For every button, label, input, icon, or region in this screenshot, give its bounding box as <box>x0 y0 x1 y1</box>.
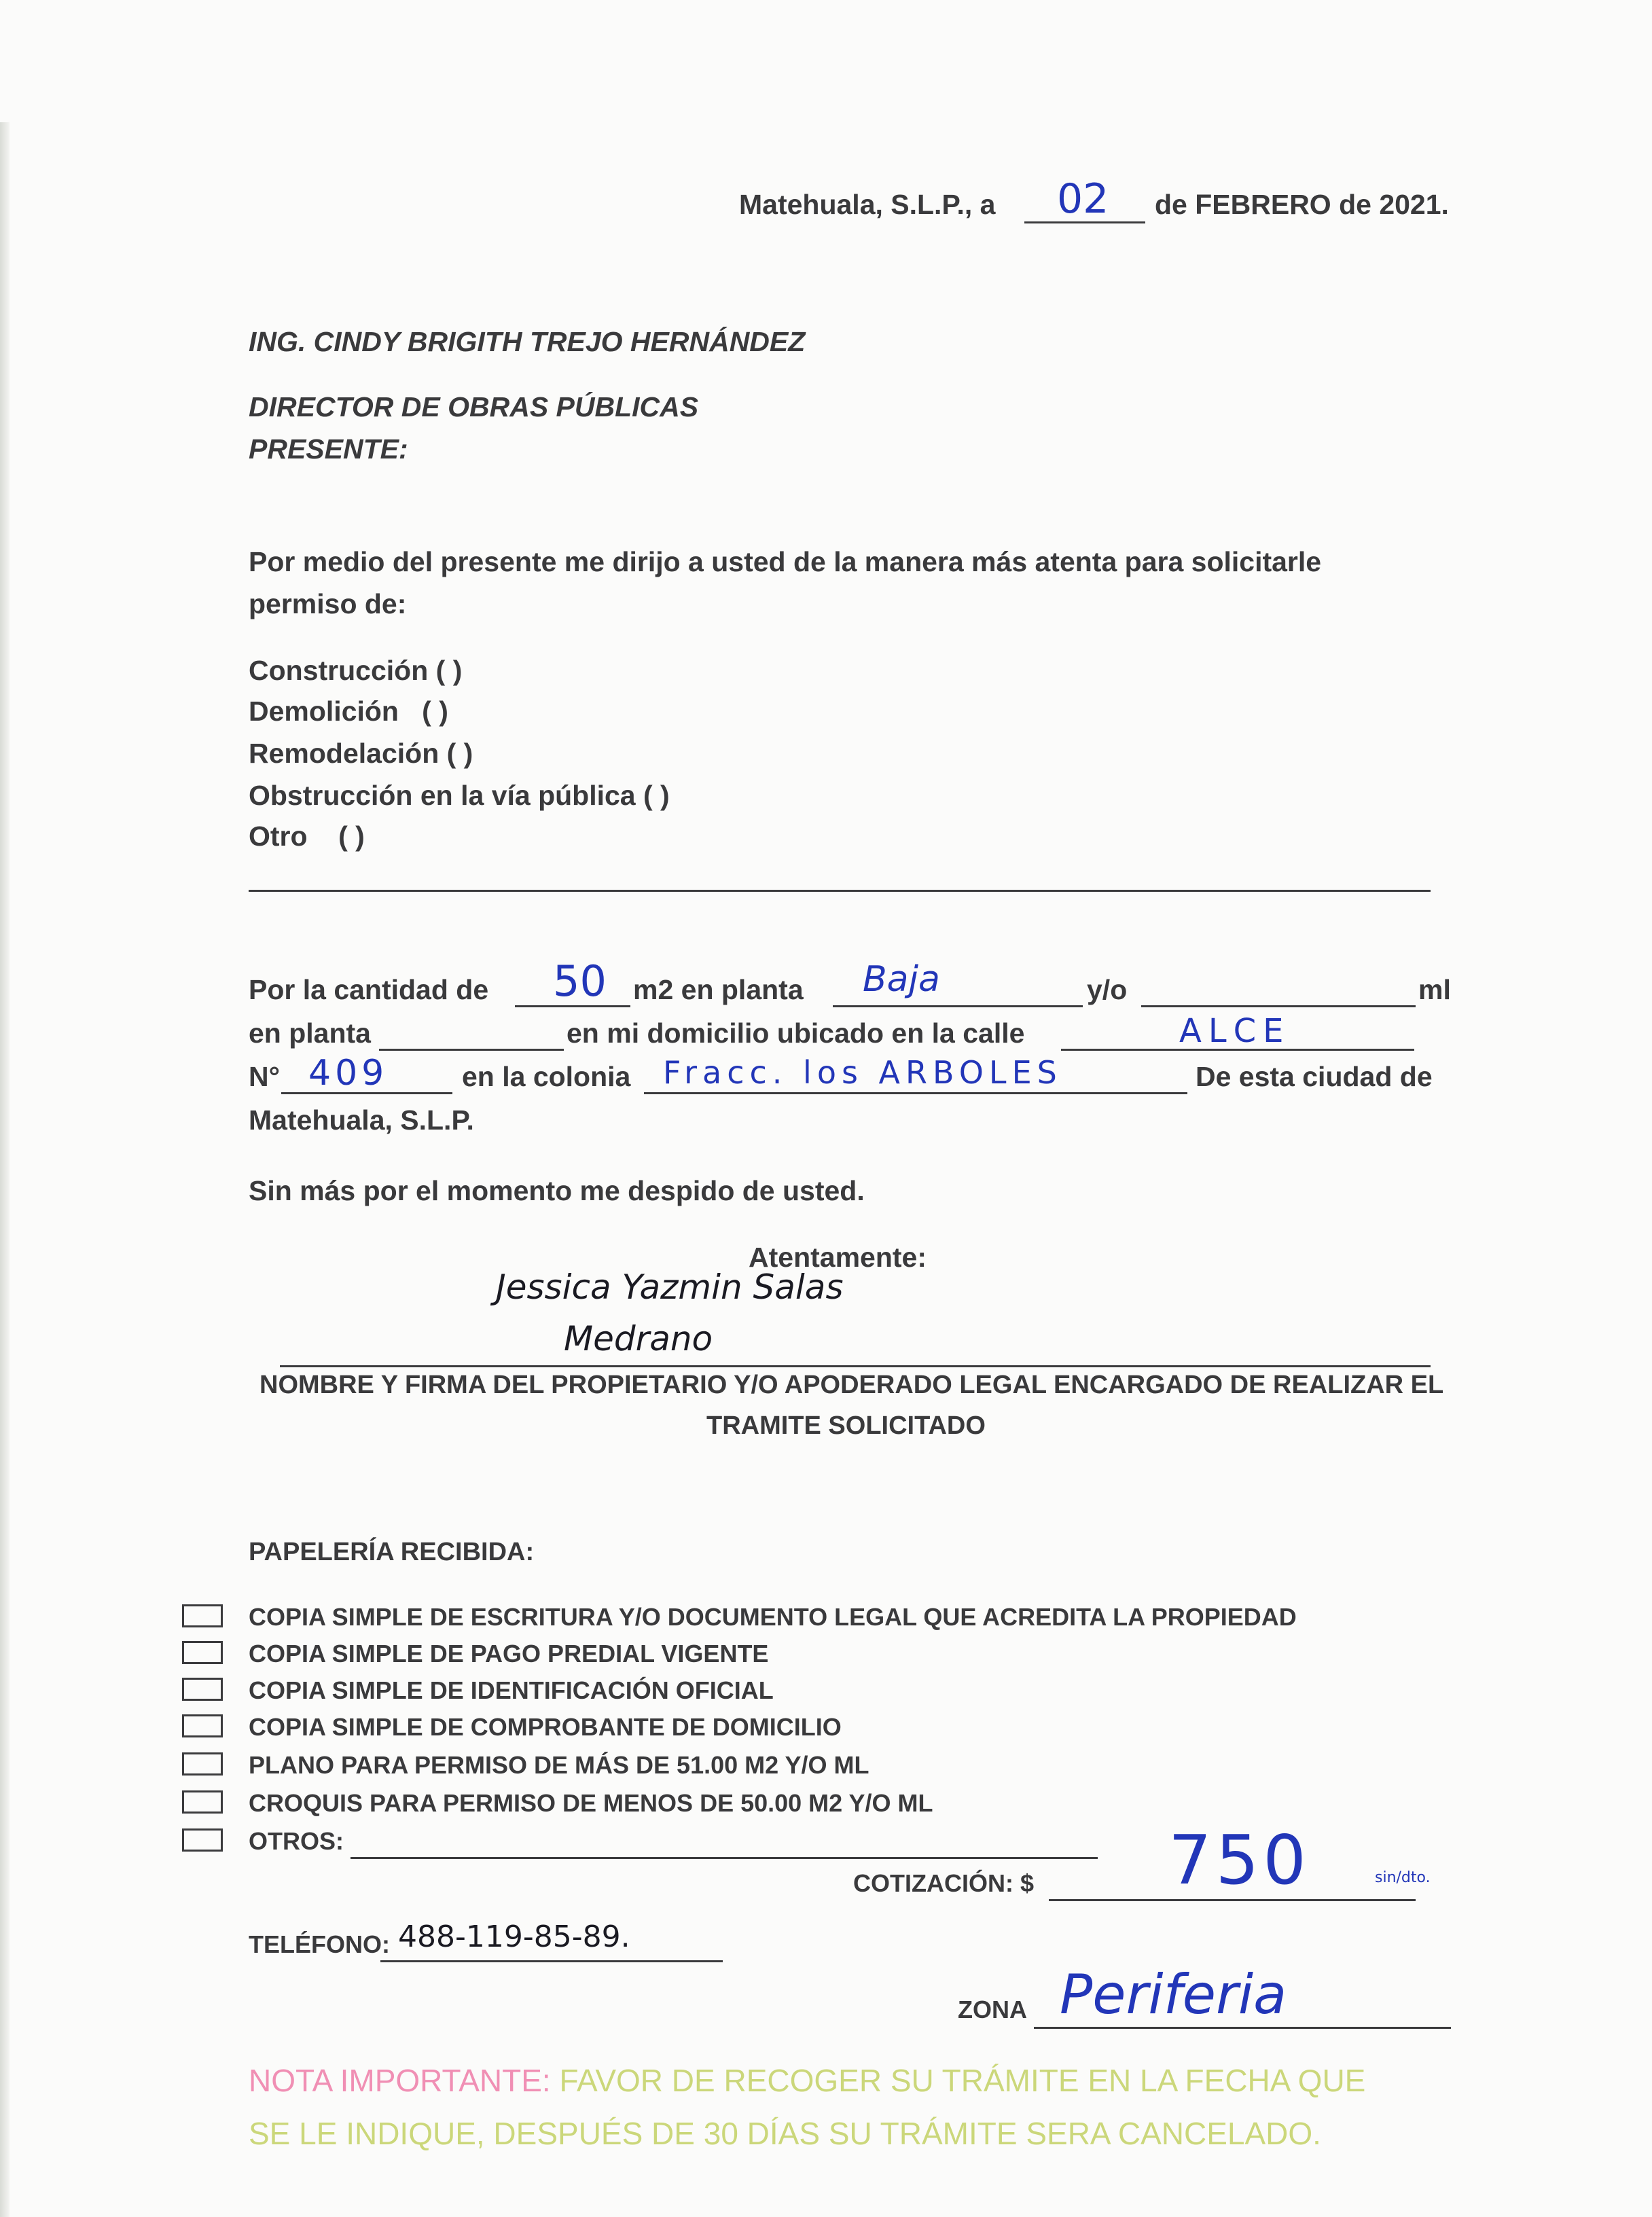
checkbox-domicilio[interactable] <box>182 1714 223 1737</box>
permit-otro-mark[interactable]: ( ) <box>338 821 365 852</box>
en-planta-label: en planta <box>249 1017 371 1049</box>
signature-name-line-1: Jessica Yazmin Salas <box>496 1267 844 1307</box>
recipient-name: ING. CINDY BRIGITH TREJO HERNÁNDEZ <box>249 326 806 357</box>
permit-obstruccion-mark[interactable]: ( ) <box>643 780 670 811</box>
papeleria-item-otros: OTROS: <box>249 1827 344 1855</box>
papeleria-item-predial: COPIA SIMPLE DE PAGO PREDIAL VIGENTE <box>249 1640 769 1668</box>
permit-otro: Otro ( ) <box>249 821 365 852</box>
cotizacion-label: COTIZACIÓN: $ <box>853 1869 1034 1897</box>
planta-value: Baja <box>863 959 940 1000</box>
intro-line-1: Por medio del presente me dirijo a usted de la manera más atenta para solicitarle <box>249 546 1322 577</box>
nota-label: NOTA IMPORTANTE: <box>249 2063 551 2098</box>
otros-line <box>351 1857 1098 1859</box>
papeleria-item-plano: PLANO PARA PERMISO DE MÁS DE 51.00 M2 Y/O ML <box>249 1751 869 1779</box>
telefono-label: TELÉFONO: <box>249 1930 390 1958</box>
permit-construccion-mark[interactable]: ( ) <box>435 655 463 686</box>
qty-unit: m2 en planta <box>633 974 804 1005</box>
checkbox-predial[interactable] <box>182 1641 223 1664</box>
permit-remodelacion-mark[interactable]: ( ) <box>446 738 473 769</box>
intro-line-2: permiso de: <box>249 588 407 619</box>
permit-construccion: Construcción ( ) <box>249 655 463 686</box>
cotizacion-value: 750 <box>1168 1820 1310 1900</box>
date-prefix: Matehuala, S.L.P., a <box>739 189 996 220</box>
telefono-value: 488-119-85-89. <box>398 1919 630 1954</box>
nota-text-1: FAVOR DE RECOGER SU TRÁMITE EN LA FECHA QUE <box>559 2063 1366 2098</box>
papeleria-item-identificacion: COPIA SIMPLE DE IDENTIFICACIÓN OFICIAL <box>249 1676 774 1704</box>
closing-text: Sin más por el momento me despido de usted. <box>249 1175 865 1206</box>
cotizacion-note: sin/dto. <box>1375 1869 1431 1886</box>
num-value: 409 <box>308 1053 389 1094</box>
qty-label: Por la cantidad de <box>249 974 489 1005</box>
ml-line <box>1141 1005 1416 1007</box>
signature-caption-1: NOMBRE Y FIRMA DEL PROPIETARIO Y/O APODERADO LEGAL ENCARGADO DE REALIZAR EL <box>259 1371 1444 1399</box>
day-handwritten: 02 <box>1057 175 1109 223</box>
papeleria-item-croquis: CROQUIS PARA PERMISO DE MENOS DE 50.00 M2 Y/O ML <box>249 1789 933 1817</box>
checkbox-otros[interactable] <box>182 1828 223 1852</box>
ml-label: ml <box>1418 974 1451 1005</box>
checkbox-escritura[interactable] <box>182 1604 223 1627</box>
ciudad-label: De esta ciudad de <box>1196 1061 1433 1092</box>
papeleria-item-escritura: COPIA SIMPLE DE ESCRITURA Y/O DOCUMENTO LEGAL QUE ACREDITA LA PROPIEDAD <box>249 1603 1297 1631</box>
yo-label: y/o <box>1087 974 1128 1005</box>
checkbox-identificacion[interactable] <box>182 1678 223 1701</box>
colonia-label: en la colonia <box>462 1061 631 1092</box>
colonia-value: Fracc. los ARBOLES <box>663 1054 1062 1091</box>
domicilio-label: en mi domicilio ubicado en la calle <box>567 1017 1025 1049</box>
zona-label: ZONA <box>958 1996 1027 2023</box>
date-suffix: de FEBRERO de 2021. <box>1155 189 1449 220</box>
checkbox-croquis[interactable] <box>182 1790 223 1814</box>
zona-value: Periferia <box>1060 1963 1287 2026</box>
scan-edge <box>0 122 10 2217</box>
signature-name-line-2: Medrano <box>564 1319 713 1358</box>
ciudad-value: Matehuala, S.L.P. <box>249 1104 474 1136</box>
atentamente-label: Atentamente: <box>749 1242 927 1273</box>
calle-value: ALCE <box>1179 1012 1291 1050</box>
qty-value: 50 <box>553 956 607 1006</box>
en-planta-line <box>379 1049 564 1051</box>
zona-line <box>1034 2027 1451 2029</box>
signature-caption-2: TRAMITE SOLICITADO <box>706 1411 986 1440</box>
papeleria-title: PAPELERÍA RECIBIDA: <box>249 1538 535 1566</box>
permit-obstruccion: Obstrucción en la vía pública ( ) <box>249 780 670 811</box>
checkbox-plano[interactable] <box>182 1752 223 1776</box>
num-label: N° <box>249 1061 281 1092</box>
recipient-presente: PRESENTE: <box>249 433 408 465</box>
permit-demolicion: Demolición ( ) <box>249 696 448 727</box>
papeleria-item-domicilio: COPIA SIMPLE DE COMPROBANTE DE DOMICILIO <box>249 1713 842 1741</box>
planta-line <box>833 1005 1083 1007</box>
permit-demolicion-mark[interactable]: ( ) <box>422 696 448 727</box>
recipient-title: DIRECTOR DE OBRAS PÚBLICAS <box>249 391 699 422</box>
permit-remodelacion: Remodelación ( ) <box>249 738 473 769</box>
colonia-line <box>644 1092 1187 1094</box>
nota-line-1 <box>249 2062 1365 2099</box>
nota-text-2: SE LE INDIQUE, DESPUÉS DE 30 DÍAS SU TRÁMITE SERA CANCELADO. <box>249 2116 1321 2151</box>
signature-line <box>280 1365 1431 1367</box>
otro-line <box>249 890 1431 892</box>
telefono-line <box>380 1960 723 1962</box>
